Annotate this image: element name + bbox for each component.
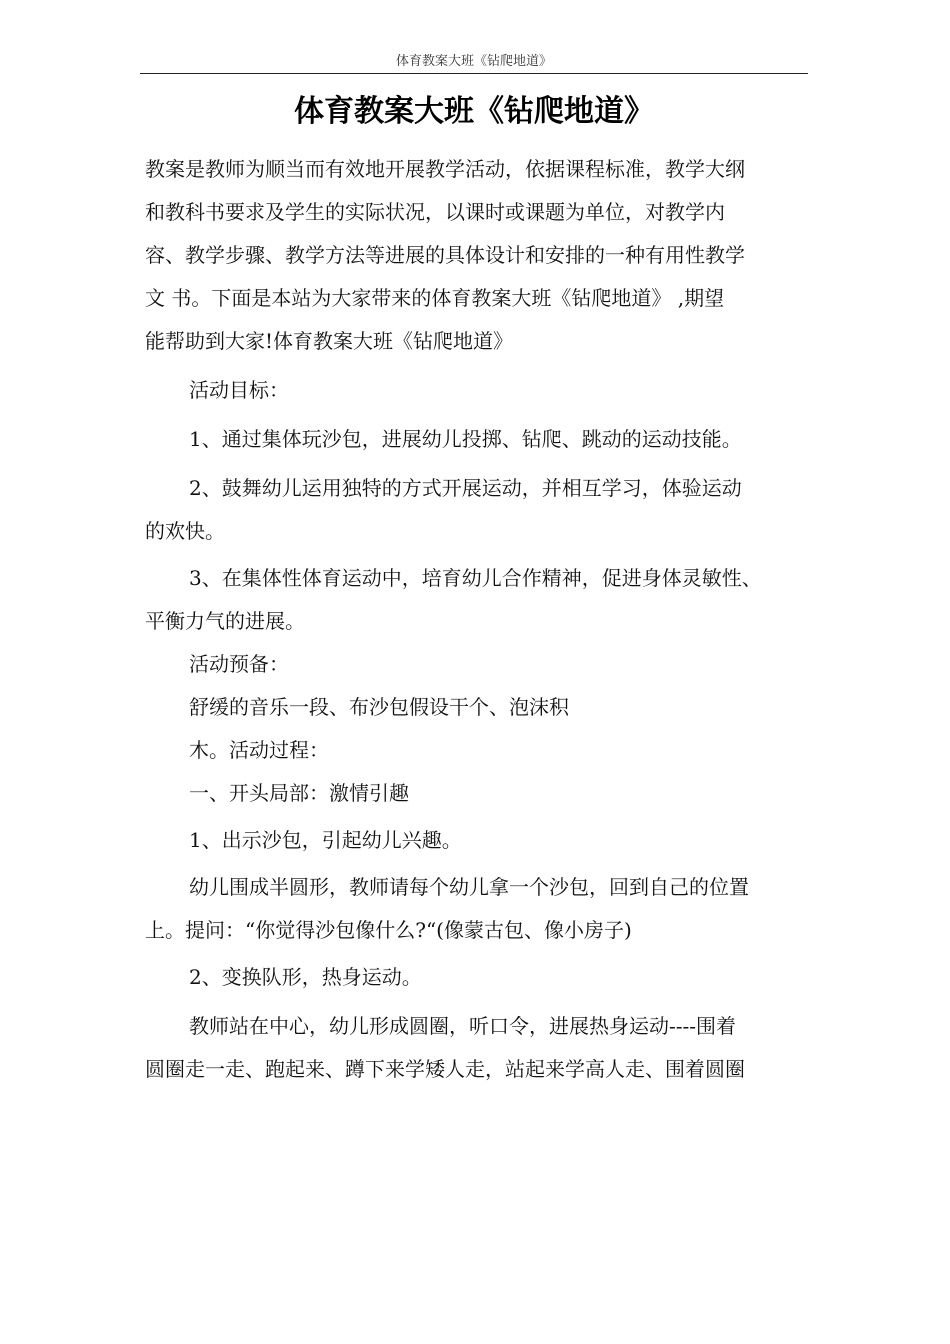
intro-line: 教案是教师为顺当而有效地开展教学活动，依据课程标准，教学大纲 [145,157,745,181]
goal-item-continuation: 平衡力气的进展。 [145,609,305,633]
goal-item: 2、鼓舞幼儿运用独特的方式开展运动，并相互学习，体验运动 [189,476,742,500]
prep-text-continuation: 木。活动过程： [189,738,329,762]
goal-item-continuation: 的欢快。 [145,519,225,543]
goals-heading: 活动目标： [189,378,289,402]
intro-paragraph [145,148,825,363]
step-item: 2、变换队形，热身运动。 [189,965,422,989]
section-heading: 一、开头局部：激情引趣 [189,781,409,805]
step-detail-continuation: 圆圈走一走、跑起来、蹲下来学矮人走，站起来学高人走、围着圆圈 [145,1057,745,1081]
prep-heading: 活动预备： [189,652,289,676]
running-header: 体育教案大班《钻爬地道》 [140,54,808,74]
intro-line: 文 书。下面是本站为大家带来的体育教案大班《钻爬地道》 ,期望 [145,286,725,310]
prep-text: 舒缓的音乐一段、布沙包假设干个、泡沫积 [189,695,569,719]
intro-line: 容、教学步骤、教学方法等进展的具体设计和安排的一种有用性教学 [145,243,745,267]
step-detail: 教师站在中心，幼儿形成圆圈，听口令，进展热身运动----围着 [189,1014,737,1038]
step-item: 1、出示沙包，引起幼儿兴趣。 [189,828,462,852]
document-body [145,148,825,1091]
goal-item: 3、在集体性体育运动中，培育幼儿合作精神，促进身体灵敏性、 [189,566,762,590]
intro-line: 和教科书要求及学生的实际状况，以课时或课题为单位，对教学内 [145,200,725,224]
step-detail: 幼儿围成半圆形，教师请每个幼儿拿一个沙包，回到自己的位置 [189,875,749,899]
goal-item: 1、通过集体玩沙包，进展幼儿投掷、钻爬、跳动的运动技能。 [189,427,742,451]
intro-line: 能帮助到大家!体育教案大班《钻爬地道》 [145,329,514,353]
step-detail-continuation: 上。提问：“你觉得沙包像什么?“(像蒙古包、像小房子) [145,918,632,942]
document-title: 体育教案大班《钻爬地道》 [294,94,654,129]
